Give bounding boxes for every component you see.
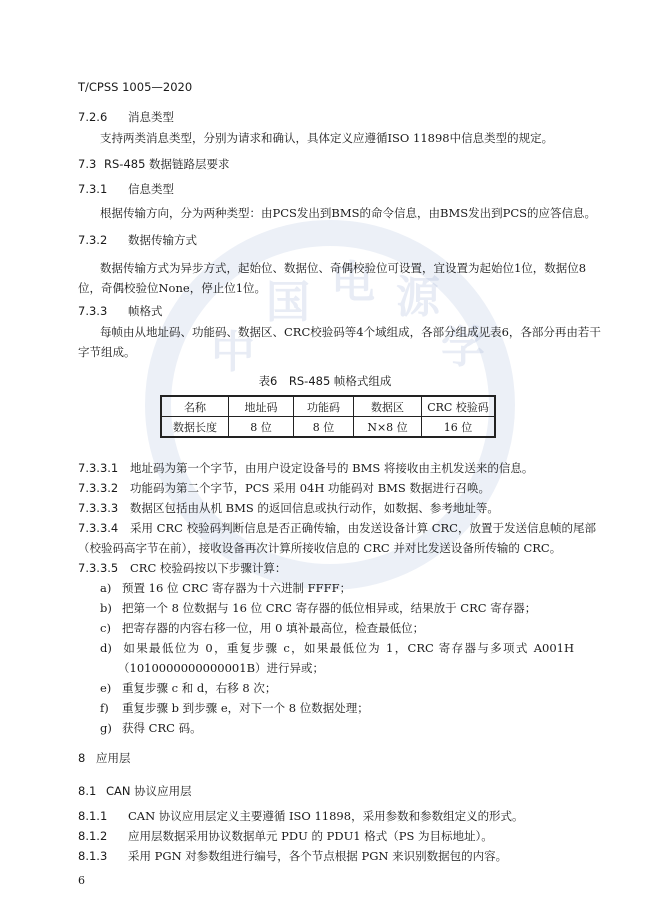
list-item: f) 重复步骤 b 到步骤 e，对下一个 8 位数据处理； (100, 701, 369, 715)
list-item: e) 重复步骤 c 和 d，右移 8 次； (100, 681, 277, 695)
section-heading: 7.3.1 信息类型 (78, 182, 174, 196)
document-header: T/CPSS 1005—2020 (78, 80, 193, 94)
list-item-cont: （1010000000000001B）进行异或； (118, 661, 325, 675)
table-caption: 表6 RS-485 帧格式组成 (258, 374, 392, 388)
table-cell: 名称 (161, 396, 229, 417)
paragraph: 每帧由从地址码、功能码、数据区、CRC校验码等4个域组成，各部分组成见表6，各部分再由若干 (100, 325, 601, 339)
table-row (161, 417, 495, 438)
table-header-row (161, 396, 495, 417)
clause-cont: （校验码高字节在前），接收设备再次计算所接收信息的 CRC 并对比发送设备所传输的 CRC。 (78, 541, 562, 555)
paragraph: 支持两类消息类型，分别为请求和确认，具体定义应遵循ISO 11898中信息类型的规定。 (100, 131, 554, 145)
clause: 7.3.3.3 数据区包括由从机 BMS 的返回信息或执行动作，如数据、参考地址等。 (78, 501, 499, 515)
list-item: b) 把第一个 8 位数据与 16 位 CRC 寄存器的低位相异或，结果放于 CRC 寄存器； (100, 601, 537, 615)
section-heading: 7.3.3 帧格式 (78, 304, 163, 318)
chapter-heading: 8 应用层 (78, 751, 131, 765)
frame-format-table (160, 395, 496, 438)
paragraph: 根据传输方向，分为两种类型：由PCS发出到BMS的命令信息，由BMS发出到PCS的应答信息。 (100, 206, 597, 220)
list-item: d) 如果最低位为 0，重复步骤 c，如果最低位为 1，CRC 寄存器与多项式 A001H (100, 641, 574, 655)
clause: 8.1.2 应用层数据采用协议数据单元 PDU 的 PDU1 格式（PS 为目标地址）。 (78, 829, 493, 843)
paragraph-cont: 位，奇偶校验位None，停止位1位。 (78, 281, 267, 295)
clause: 7.3.3.4 采用 CRC 校验码判断信息是否正确传输，由发送设备计算 CRC，放置于发送信息帧的尾部 (78, 521, 596, 535)
table-cell: 数据长度 (161, 417, 229, 438)
table-cell: 8 位 (294, 417, 354, 438)
list-item: a) 预置 16 位 CRC 寄存器为十六进制 FFFF； (100, 581, 352, 595)
paragraph: 数据传输方式为异步方式，起始位、数据位、奇偶校验位可设置，宜设置为起始位1位，数据位8 (100, 261, 587, 275)
table-cell: 16 位 (422, 417, 496, 438)
clause: 8.1.1 CAN 协议应用层定义主要遵循 ISO 11898，采用参数和参数组定义的形式。 (78, 809, 524, 823)
section-heading: 7.3 RS-485 数据链路层要求 (78, 157, 230, 171)
page-number: 6 (78, 874, 85, 887)
list-item: c) 把寄存器的内容右移一位，用 0 填补最高位，检查最低位； (100, 621, 425, 635)
list-item: g) 获得 CRC 码。 (100, 721, 202, 735)
clause: 7.3.3.2 功能码为第二个字节，PCS 采用 04H 功能码对 BMS 数据进行召唤。 (78, 481, 490, 495)
watermark-seal: 中 国 电 源 学 (145, 220, 515, 590)
section-heading: 7.3.2 数据传输方式 (78, 233, 197, 247)
paragraph-cont: 字节组成。 (78, 345, 136, 359)
table-cell: 地址码 (229, 396, 294, 417)
section-heading: 8.1 CAN 协议应用层 (78, 784, 192, 798)
table-cell: 8 位 (229, 417, 294, 438)
clause: 8.1.3 采用 PGN 对参数组进行编号，各个节点根据 PGN 来识别数据包的内容。 (78, 849, 508, 863)
table-cell: 功能码 (294, 396, 354, 417)
table-cell: CRC 校验码 (422, 396, 496, 417)
table-cell: N×8 位 (354, 417, 422, 438)
table-cell: 数据区 (354, 396, 422, 417)
section-heading: 7.2.6 消息类型 (78, 110, 174, 124)
clause: 7.3.3.1 地址码为第一个字节，由用户设定设备号的 BMS 将接收由主机发送来的信息。 (78, 461, 534, 475)
clause: 7.3.3.5 CRC 校验码按以下步骤计算： (78, 561, 287, 575)
